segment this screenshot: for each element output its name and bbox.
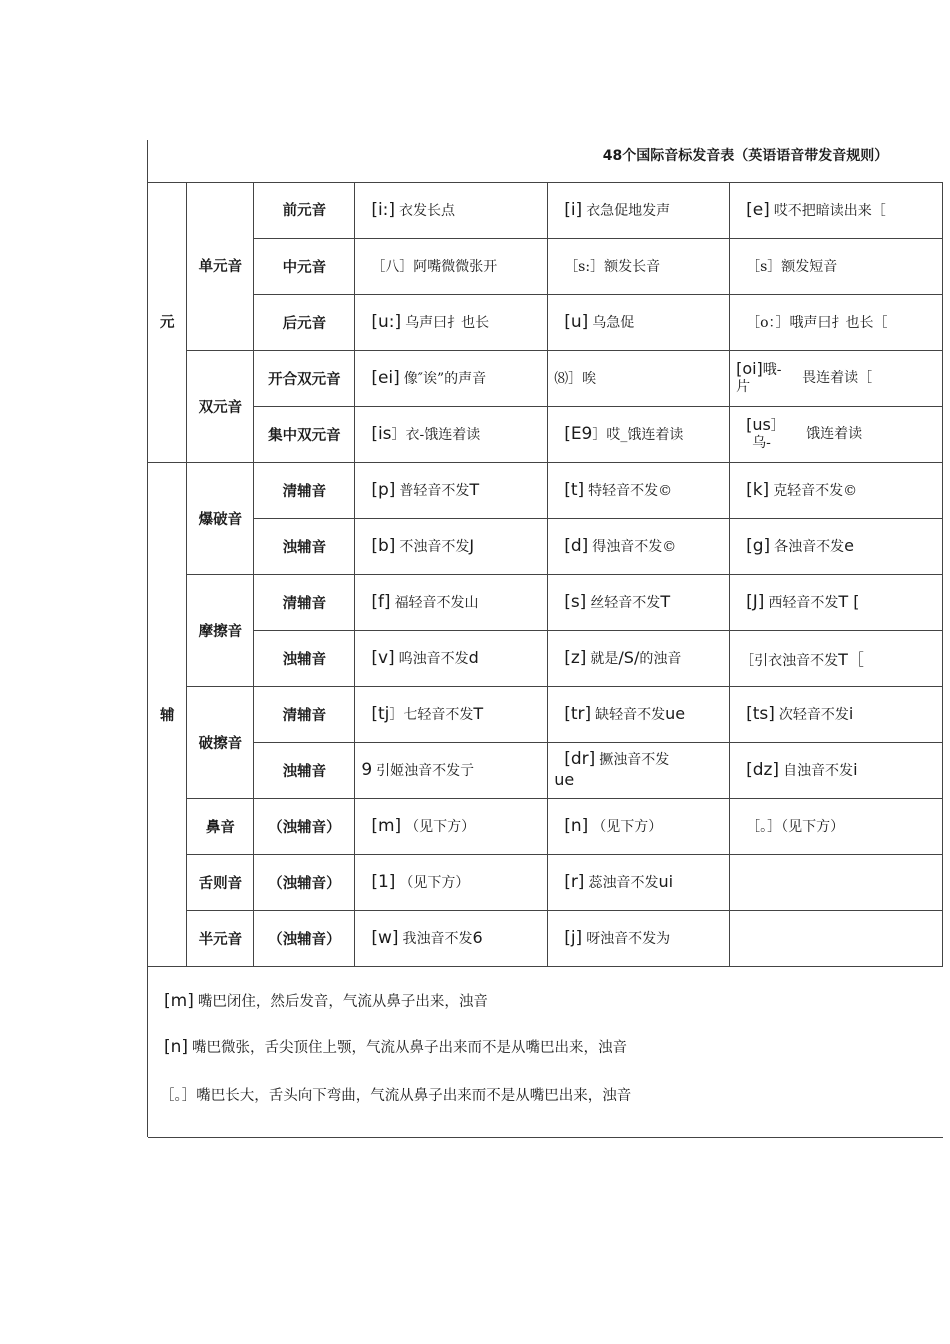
- sound-description: ［s］额发短音: [746, 259, 838, 275]
- category-label: 舌则音: [187, 854, 254, 910]
- phonetic-symbol: [oi]: [736, 359, 763, 378]
- sound-cell: [548, 462, 730, 518]
- table-row: [148, 294, 943, 350]
- sound-cell: [730, 406, 943, 462]
- phonetic-symbol: [b]: [371, 536, 396, 556]
- table-row: [148, 238, 943, 294]
- sound-description: 撅浊音不发: [599, 751, 670, 768]
- sound-description: 我浊音不发: [402, 931, 473, 947]
- table-row: [148, 798, 943, 854]
- sound-cell: [730, 294, 943, 350]
- table-row: [148, 630, 943, 686]
- note-text: ［。］嘴巴长大，舌头向下弯曲，气流从鼻子出来而不是从嘴巴出来，浊音: [160, 1088, 632, 1104]
- subcategory-label: 浊辅音: [254, 742, 355, 798]
- sound-description: 乌声曰扌也长: [405, 315, 490, 331]
- category-label: 双元音: [187, 350, 254, 462]
- category-label: 半元音: [187, 910, 254, 966]
- sound-description: ［八］阿嘴微微张开: [371, 259, 498, 275]
- sound-cell: [548, 238, 730, 294]
- phonetic-symbol: [n]: [564, 816, 589, 836]
- sound-cell: [548, 854, 730, 910]
- subcategory-label: 前元音: [254, 182, 355, 238]
- sound-cell: [730, 182, 943, 238]
- sound-description: 缺轻音不发: [595, 707, 666, 723]
- sound-description: 乌急促: [592, 315, 635, 331]
- phonetic-symbol: [p]: [371, 480, 396, 500]
- sound-cell: [355, 462, 548, 518]
- sound-description: 各浊音不发: [774, 539, 845, 555]
- subcategory-label: 后元音: [254, 294, 355, 350]
- sound-description: ［o：］哦声曰扌也长［: [746, 315, 888, 331]
- sound-description: （见下方）: [405, 819, 476, 835]
- sound-cell: [355, 686, 548, 742]
- sound-description: ⑻］唉: [554, 371, 597, 387]
- group-vowel: 元: [148, 182, 187, 462]
- sound-description: 呀浊音不发为: [586, 931, 671, 947]
- sound-description: 得浊音不发©: [592, 539, 677, 555]
- note-text: 嘴巴微张，舌尖顶住上颚，气流从鼻子出来而不是从嘴巴出来，浊音: [192, 1040, 628, 1056]
- sound-cell: [548, 630, 730, 686]
- sound-description: 衣急促地发声: [586, 202, 671, 219]
- phonetic-symbol: [ts]: [746, 704, 775, 724]
- sound-description: ］: [770, 418, 785, 434]
- phonetic-symbol: [v]: [371, 648, 395, 668]
- sound-cell: [730, 518, 943, 574]
- sound-description: 西轻音不发: [768, 595, 839, 611]
- sound-description-tail: T: [473, 704, 484, 723]
- sound-description-tail: T: [660, 592, 671, 611]
- sound-description: （见下方）: [399, 875, 470, 891]
- sound-cell: [548, 518, 730, 574]
- sound-description: ［引衣浊音不发: [740, 652, 839, 669]
- sound-description-tail: 6: [472, 928, 483, 947]
- sound-description: 就是: [590, 651, 619, 667]
- phonetic-symbol: [E9: [564, 424, 593, 444]
- subcategory-label: （浊辅音）: [254, 854, 355, 910]
- sound-description: 呜浊音不发: [398, 651, 469, 667]
- phonetic-symbol: [u]: [564, 312, 589, 332]
- sound-description: ］七轻音不发: [389, 707, 474, 723]
- phonetic-symbol: 9: [361, 760, 373, 780]
- sound-cell: [548, 574, 730, 630]
- phonetic-symbol: [z]: [564, 648, 587, 668]
- sound-description: 像″诶”的声音: [403, 371, 487, 387]
- subcategory-label: 集中双元音: [254, 406, 355, 462]
- category-label: 爆破音: [187, 462, 254, 574]
- sound-description: 克轻音不发©: [773, 483, 858, 499]
- phonetic-symbol: [s]: [564, 592, 587, 612]
- phonetic-symbol: [J]: [746, 592, 765, 612]
- note-text: 嘴巴闭住，然后发音，气流从鼻子出来，浊音: [197, 994, 488, 1010]
- sound-description: ［。］（见下方）: [746, 819, 845, 835]
- sound-cell: [730, 686, 943, 742]
- sound-cell: [548, 910, 730, 966]
- sound-cell: [355, 182, 548, 238]
- subcategory-label: （浊辅音）: [254, 798, 355, 854]
- sound-description-tail: i: [853, 760, 858, 779]
- phonetic-symbol: [tr]: [564, 704, 592, 724]
- note-line: [160, 1084, 631, 1105]
- sound-cell: [548, 742, 730, 798]
- category-label: 鼻音: [187, 798, 254, 854]
- sound-cell: [355, 294, 548, 350]
- phonetic-symbol: [t]: [564, 480, 585, 500]
- sound-cell: [355, 518, 548, 574]
- sound-cell: [548, 798, 730, 854]
- table-row: [148, 854, 943, 910]
- sound-cell: [548, 182, 730, 238]
- phonetic-symbol: [w]: [371, 928, 399, 948]
- sound-description: （见下方）: [592, 819, 663, 835]
- sound-description: 普轻音不发: [399, 483, 470, 499]
- sound-description: 特轻音不发©: [588, 483, 673, 499]
- sound-description: 福轻音不发山: [394, 595, 479, 611]
- sound-description-tail: e: [844, 536, 854, 555]
- table-row: [148, 182, 943, 238]
- sound-cell-empty: [730, 910, 943, 966]
- phonetic-symbol: [e]: [746, 199, 770, 220]
- sound-description-tail: ue: [665, 704, 686, 723]
- sound-cell: [355, 742, 548, 798]
- sound-description: 不浊音不发: [399, 539, 470, 555]
- title-row: [148, 140, 943, 183]
- sound-description: 自浊音不发: [783, 763, 854, 779]
- phonetic-symbol: [n]: [164, 1037, 189, 1057]
- sound-cell: [355, 406, 548, 462]
- group-consonant: 辅: [148, 462, 187, 966]
- sound-cell: [730, 238, 943, 294]
- subcategory-label: 清辅音: [254, 574, 355, 630]
- phonetic-symbol: [g]: [746, 536, 771, 556]
- sound-cell: [730, 742, 943, 798]
- sound-cell: [730, 462, 943, 518]
- table-row: [148, 518, 943, 574]
- sound-description-tail: d: [468, 648, 479, 667]
- sound-description: ］衣-饿连着读: [391, 427, 481, 443]
- sound-cell: [548, 294, 730, 350]
- phonetic-symbol: [dz]: [746, 760, 780, 780]
- sound-cell: [548, 406, 730, 462]
- phonetic-symbol: [tj: [371, 704, 390, 724]
- note-line: [164, 990, 488, 1011]
- note-line: [164, 1036, 627, 1057]
- sound-description: 的浊音: [639, 651, 682, 667]
- phonetic-symbol: [f]: [371, 592, 391, 612]
- sound-cell: [355, 574, 548, 630]
- phonetic-symbol: [k]: [746, 480, 770, 500]
- subcategory-label: 浊辅音: [254, 630, 355, 686]
- subcategory-label: 清辅音: [254, 462, 355, 518]
- sound-description: 片: [736, 379, 751, 395]
- sound-description: 丝轻音不发: [590, 595, 661, 611]
- subcategory-label: 浊辅音: [254, 518, 355, 574]
- sound-cell: [730, 798, 943, 854]
- sound-cell: [355, 238, 548, 294]
- table-row: [148, 742, 943, 798]
- sound-cell: [355, 854, 548, 910]
- phonetic-symbol: [is: [371, 424, 392, 444]
- table-row: [148, 406, 943, 462]
- page-title: 48个国际音标发音表（英语语音带发音规则）: [602, 148, 889, 164]
- subcategory-label: 清辅音: [254, 686, 355, 742]
- phonetic-table: [148, 182, 943, 967]
- phonetic-symbol: [j]: [564, 928, 583, 948]
- sound-description: 乌-: [752, 435, 771, 451]
- table-row: [148, 910, 943, 966]
- subcategory-label: 开合双元音: [254, 350, 355, 406]
- sound-cell: [730, 574, 943, 630]
- sound-cell: [548, 686, 730, 742]
- sound-description-tail: T: [469, 480, 480, 499]
- sound-description: 畏连着读［: [802, 370, 873, 386]
- table-row: [148, 574, 943, 630]
- phonetic-symbol: [i]: [564, 199, 583, 220]
- sound-cell: [355, 350, 548, 406]
- subcategory-label: （浊辅音）: [254, 910, 355, 966]
- category-label: 摩擦音: [187, 574, 254, 686]
- phonetic-symbol: [m]: [164, 991, 194, 1011]
- sound-description: 引姬浊音不发亍: [376, 763, 475, 779]
- sound-description: 次轻音不发: [778, 707, 849, 723]
- phonetic-symbol: [us: [746, 415, 771, 434]
- sound-description: 衣发长点: [399, 202, 456, 219]
- sound-description-tail: T［: [838, 649, 864, 669]
- sound-cell: [730, 350, 943, 406]
- sound-description: 哦-: [762, 362, 782, 378]
- phonetic-symbol: [dr]: [564, 748, 596, 769]
- sound-description: 哎不把暗读出来［: [773, 202, 886, 219]
- phonetic-symbol: [1]: [371, 872, 396, 892]
- phonetic-symbol: [i:]: [371, 199, 396, 220]
- sound-cell-empty: [730, 854, 943, 910]
- table-row: [148, 350, 943, 406]
- category-label: 破擦音: [187, 686, 254, 798]
- nasal-notes: [148, 980, 943, 1138]
- subcategory-label: 中元音: [254, 238, 355, 294]
- sound-description-tail: J: [469, 536, 475, 555]
- sound-description: 饿连着读: [806, 426, 863, 442]
- sound-cell: [355, 910, 548, 966]
- phonetic-symbol: [d]: [564, 536, 589, 556]
- sound-cell: [730, 630, 943, 686]
- sound-description: 蕊浊音不发: [588, 875, 659, 891]
- phonetic-symbol: [ei]: [371, 368, 400, 388]
- phonetic-symbol: [m]: [371, 816, 402, 836]
- sound-cell: [355, 630, 548, 686]
- phonetic-symbol: [u:]: [371, 312, 402, 332]
- sound-description-tail: ui: [658, 872, 674, 891]
- category-label: 单元音: [187, 182, 254, 350]
- sound-description: ［s:］额发长音: [564, 259, 661, 275]
- table-row: [148, 686, 943, 742]
- sound-description-tail: T [: [838, 592, 860, 611]
- phonetic-chart-sheet: [147, 140, 943, 1137]
- sound-description: ］哎_饿连着读: [592, 427, 684, 443]
- table-row: [148, 462, 943, 518]
- sound-cell: [548, 350, 730, 406]
- phonetic-symbol: [r]: [564, 872, 585, 892]
- phonetic-symbol: /S/: [618, 648, 640, 667]
- sound-description-tail: i: [848, 704, 854, 723]
- sound-cell: [355, 798, 548, 854]
- sound-description-tail: ue: [554, 769, 575, 789]
